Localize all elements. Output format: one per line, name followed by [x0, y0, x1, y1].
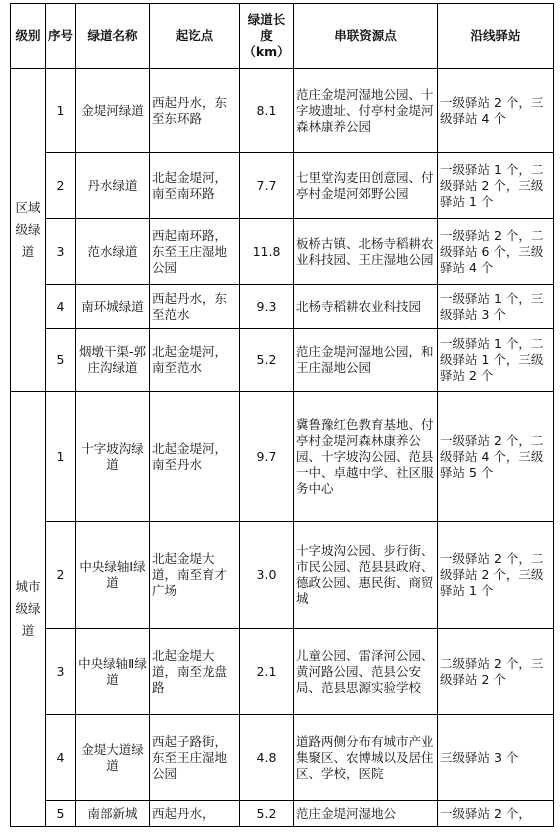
stations-cell: 一级驿站 2 个，二级驿站 6 个，三级驿站 4 个 [438, 219, 554, 285]
resources-cell: 范庄金堤河湿地公园、十字坡遗址、付亭村金堤河森林康养公园 [294, 69, 438, 153]
row-no: 1 [46, 69, 76, 153]
length-cell: 7.7 [240, 153, 294, 219]
resources-cell: 冀鲁豫红色教育基地、付亭村金堤河森林康养公园、十字坡沟公园、范县一中、卓越中学、社区服务中心 [294, 392, 438, 522]
resources-cell: 板桥古镇、北杨寺稻耕农业科技园、王庄湿地公园 [294, 219, 438, 285]
greenway-name: 烟墩干渠-郭庄沟绿道 [76, 329, 150, 392]
greenway-name: 丹水绿道 [76, 153, 150, 219]
header-stations: 沿线驿站 [438, 4, 554, 69]
stations-cell: 一级驿站 1 个，二级驿站 1 个，三级驿站 2 个 [438, 329, 554, 392]
greenway-name: 金堤河绿道 [76, 69, 150, 153]
table-row [11, 329, 554, 392]
row-no: 5 [46, 801, 76, 827]
table-row [11, 153, 554, 219]
length-cell: 5.2 [240, 329, 294, 392]
greenway-name: 南部新城 [76, 801, 150, 827]
table-row [11, 801, 554, 827]
greenway-table [10, 3, 554, 827]
row-no: 3 [46, 629, 76, 715]
greenway-name: 十字坡沟绿道 [76, 392, 150, 522]
header-name: 绿道名称 [76, 4, 150, 69]
length-cell: 9.7 [240, 392, 294, 522]
table-row [11, 69, 554, 153]
header-level: 级别 [11, 4, 46, 69]
stations-cell: 二级驿站 2 个，三级驿站 2 个 [438, 629, 554, 715]
stations-cell: 三级驿站 3 个 [438, 715, 554, 801]
resources-cell: 范庄金堤河湿地公 [294, 801, 438, 827]
resources-cell: 十字坡沟公园、步行街、市民公园、范县县政府、德政公园、惠民街、商贸城 [294, 522, 438, 629]
row-no: 4 [46, 715, 76, 801]
route-cell: 西起丹水，东至范水 [150, 285, 240, 329]
length-cell: 5.2 [240, 801, 294, 827]
route-cell: 北起金堤河，南至南环路 [150, 153, 240, 219]
stations-cell: 一级驿站 2 个，二级驿站 4 个，三级驿站 5 个 [438, 392, 554, 522]
row-no: 2 [46, 522, 76, 629]
table-row [11, 392, 554, 522]
greenway-name: 金堤大道绿道 [76, 715, 150, 801]
length-cell: 4.8 [240, 715, 294, 801]
header-length: 绿道长度（km） [240, 4, 294, 69]
header-resources: 串联资源点 [294, 4, 438, 69]
route-cell: 北起金堤大道，南至龙盘路 [150, 629, 240, 715]
header-no: 序号 [46, 4, 76, 69]
length-cell: 3.0 [240, 522, 294, 629]
row-no: 2 [46, 153, 76, 219]
resources-cell: 北杨寺稻耕农业科技园 [294, 285, 438, 329]
length-cell: 8.1 [240, 69, 294, 153]
route-cell: 西起丹水，东至东环路 [150, 69, 240, 153]
greenway-name: 南环城绿道 [76, 285, 150, 329]
greenway-name: 中央绿轴Ⅰ绿道 [76, 522, 150, 629]
length-cell: 11.8 [240, 219, 294, 285]
table-row [11, 522, 554, 629]
table-row [11, 219, 554, 285]
stations-cell: 一级驿站 1 个，三级驿站 3 个 [438, 285, 554, 329]
resources-cell: 范庄金堤河湿地公园，和王庄湿地公园 [294, 329, 438, 392]
stations-cell: 一级驿站 2 个，二级驿站 2 个，三级驿站 1 个 [438, 522, 554, 629]
level-cell-regional: 区域级绿道 [11, 69, 46, 392]
header-route: 起讫点 [150, 4, 240, 69]
greenway-name: 范水绿道 [76, 219, 150, 285]
route-cell: 西起南环路，东至王庄湿地公园 [150, 219, 240, 285]
row-no: 5 [46, 329, 76, 392]
table-row [11, 629, 554, 715]
stations-cell: 一级驿站 2 个， [438, 801, 554, 827]
length-cell: 2.1 [240, 629, 294, 715]
table-row [11, 715, 554, 801]
level-cell-city: 城市级绿道 [11, 392, 46, 827]
row-no: 1 [46, 392, 76, 522]
stations-cell: 一级驿站 1 个，二级驿站 2 个，三级驿站 1 个 [438, 153, 554, 219]
table-row [11, 285, 554, 329]
route-cell: 西起子路街，东至王庄湿地公园 [150, 715, 240, 801]
route-cell: 北起金堤大道，南至育才广场 [150, 522, 240, 629]
row-no: 3 [46, 219, 76, 285]
greenway-name: 中央绿轴Ⅱ绿道 [76, 629, 150, 715]
resources-cell: 儿童公园、雷泽河公园、黄河路公园、范县公安局、范县思源实验学校 [294, 629, 438, 715]
resources-cell: 七里堂沟麦田创意园、付亭村金堤河郊野公园 [294, 153, 438, 219]
route-cell: 西起丹水， [150, 801, 240, 827]
length-cell: 9.3 [240, 285, 294, 329]
resources-cell: 道路两侧分布有城市产业集聚区、农博城以及居住区、学校，医院 [294, 715, 438, 801]
route-cell: 北起金堤河，南至丹水 [150, 392, 240, 522]
route-cell: 北起金堤河，南至范水 [150, 329, 240, 392]
row-no: 4 [46, 285, 76, 329]
header-row [11, 4, 554, 69]
stations-cell: 一级驿站 2 个，三级驿站 4 个 [438, 69, 554, 153]
